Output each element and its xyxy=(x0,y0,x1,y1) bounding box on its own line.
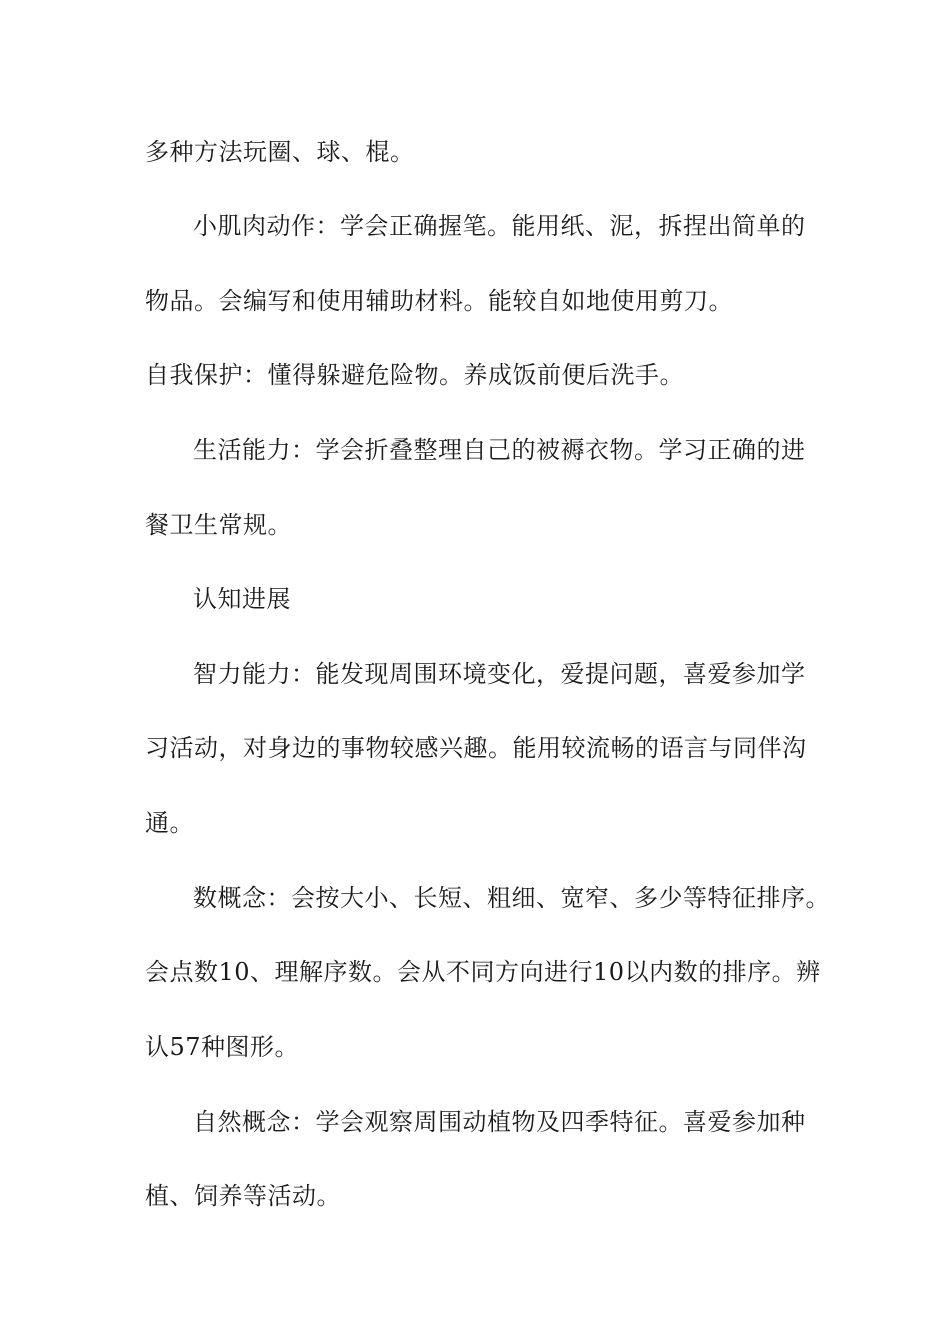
text-line: 自然概念：学会观察周围动植物及四季特征。喜爱参加种 xyxy=(193,1108,806,1136)
text-line: 自我保护：懂得躲避危险物。养成饭前便后洗手。 xyxy=(145,361,684,389)
text-line: 多种方法玩圈、球、棍。 xyxy=(145,138,415,166)
text-line: 数概念：会按大小、长短、粗细、宽窄、多少等特征排序。 xyxy=(193,884,830,912)
text-line: 小肌肉动作：学会正确握笔。能用纸、泥，拆捏出简单的 xyxy=(193,212,806,240)
text-line: 物品。会编写和使用辅助材料。能较自如地使用剪刀。 xyxy=(145,287,733,315)
section-heading: 认知进展 xyxy=(193,585,291,613)
text-line: 认57种图形。 xyxy=(145,1033,300,1061)
text-line: 会点数10、理解序数。会从不同方向进行10以内数的排序。辨 xyxy=(145,958,821,986)
text-line: 餐卫生常规。 xyxy=(145,511,292,539)
text-line: 生活能力：学会折叠整理自己的被褥衣物。学习正确的进 xyxy=(193,436,806,464)
text-line: 通。 xyxy=(145,809,194,837)
text-line: 智力能力：能发现周围环境变化，爱提问题，喜爱参加学 xyxy=(193,660,806,688)
text-line: 习活动，对身边的事物较感兴趣。能用较流畅的语言与同伴沟 xyxy=(145,734,807,762)
text-line: 植、饲养等活动。 xyxy=(145,1182,341,1210)
